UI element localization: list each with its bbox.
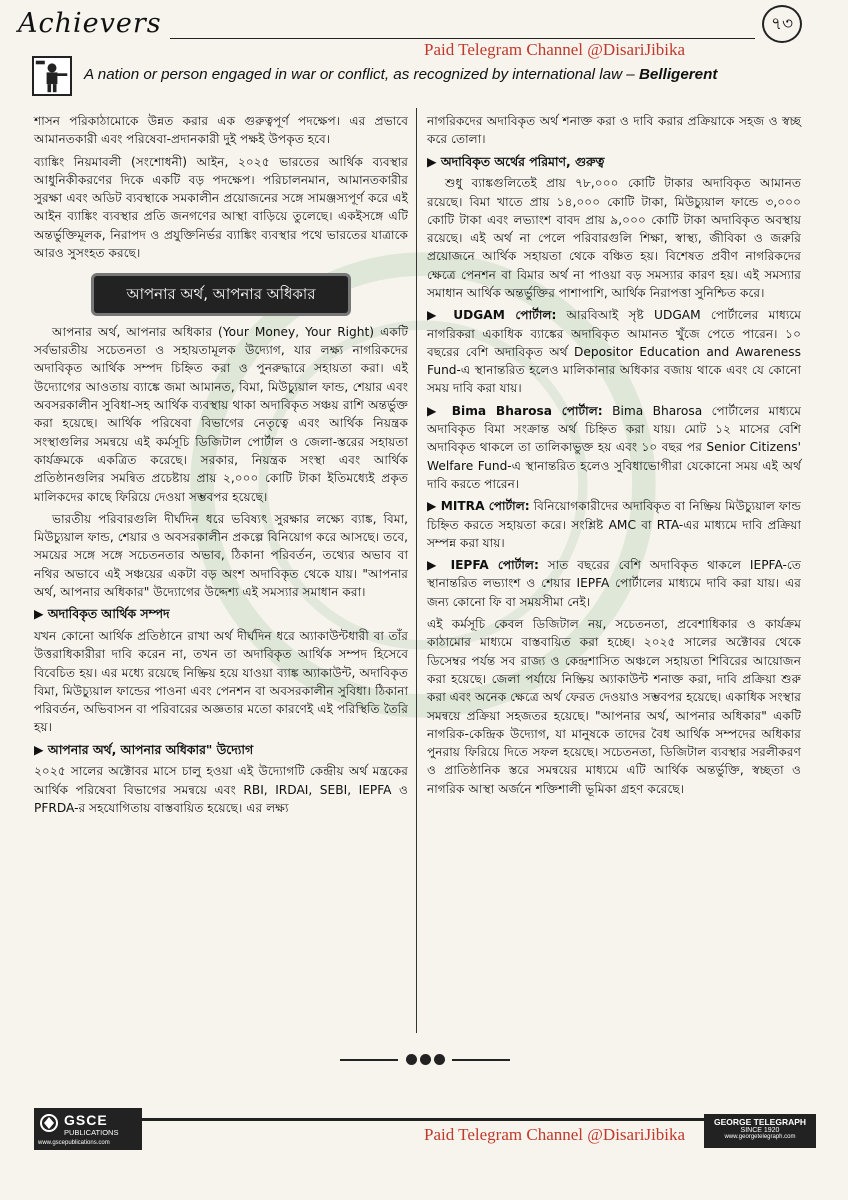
left-column [34, 112, 408, 821]
vocab-answer: Belligerent [638, 66, 718, 83]
portal-bima [427, 402, 801, 493]
gsce-url: www.gscepublications.com [38, 1140, 110, 1146]
paragraph: ভারতীয় পরিবারগুলি দীর্ঘদিন ধরে ভবিষ্যৎ সুরক্ষার লক্ষ্যে ব্যাঙ্ক, বিমা, মিউচ্যুয়াল ফান্ড, শেয়ার ও অবসরকালীন প্রকল্পে বিনিয়োগ করে আসছে। তবে, সময়ের সঙ্গে সঙ্গে সচেতনতার অভাব, ঠিকানা পরিবর্তন, তথ্যের অভাব বা নথির অভাবে এই সঞ্চয়ের একটা বড় অংশ অদাবিকৃত থেকে যায়। "আপনার অর্থ, আপনার অধিকার" উদ্যোগের উদ্দেশ্য এই সমস্যার সমাধান করা। [34, 511, 408, 600]
header-rule [170, 38, 755, 39]
paragraph: ২০২৫ সালের অক্টোবর মাসে চালু হওয়া এই উদ্যোগটি কেন্দ্রীয় অর্থ মন্ত্রকের আর্থিক পরিষেবা বিভাগের সমন্বয়ে এবং RBI, IRDAI, SEBI, IEPFA ও PFRDA-র সহযোগিতায় বাস্তবায়িত হয়েছে। এর লক্ষ্য [34, 764, 408, 815]
portal-label: ▶ MITRA পোর্টাল: [427, 499, 530, 514]
portal-text: সাত বছরের বেশি অদাবিকৃত থাকলে IEPFA-তে স্থানান্তরিত লভ্যাংশ ও শেয়ার IEPFA পোর্টালের মাধ্যমে দাবি করা যায়। এর জন্য কোনো ফি বা সময়সীমা নেই। [427, 558, 801, 609]
vocab-definition [84, 66, 717, 83]
paragraph: শুধু ব্যাঙ্কগুলিতেই প্রায় ৭৮,০০০ কোটি টাকার অদাবিকৃত আমানত রয়েছে। বিমা খাতে প্রায় ১৪,০০০ কোটি টাকা, মিউচ্যুয়াল ফান্ডে ৩,০০০ কোটি টাকা এবং লভ্যাংশ বাবদ প্রায় ৯,০০০ কোটি টাকা অদাবিকৃত অবস্থায় রয়েছে। এই অর্থ না পেলে পরিবারগুলি শিক্ষা, স্বাস্থ্য, জীবিকা ও জরুরি প্রয়োজনে আর্থিক সহায়তা থেকে বঞ্চিত হয়। বিশেষত প্রবীণ নাগরিকদের ক্ষেত্রে পেনশন বা বিমার অর্থ না পাওয়া বড় সমস্যার কারণ হয়। এই সমস্যার সমাধান আর্থিক অন্তর্ভুক্তির পাশাপাশি, আর্থিক নিরাপত্তা সুনিশ্চিত করে। [427, 176, 801, 300]
paragraph: শাসন পরিকাঠামোকে উন্নত করার এক গুরুত্বপূর্ণ পদক্ষেপ। এর প্রভাবে আমানতকারী এবং পরিষেবা-প্রদানকারী দুই পক্ষই উপকৃত হবে। [34, 114, 408, 147]
paragraph: যখন কোনো আর্থিক প্রতিষ্ঠানে রাখা অর্থ দীর্ঘদিন ধরে অ্যাকাউন্টধারী বা তাঁর উত্তরাধিকারীরা দাবি করেন না, তখন তা অদাবিকৃত আর্থিক সম্পদ হিসেবে বিবেচিত হয়। এর মধ্যে রয়েছে নিষ্ক্রিয় হয়ে যাওয়া ব্যাঙ্ক অ্যাকাউন্ট, অদাবিকৃত বিমা, মিউচ্যুয়াল ফান্ডের পাওনা এবং পেনশন বা অবসরকালীন সুবিধা। ঠিকানা পরিবর্তন, অভিবাসন বা পরিবারের অজ্ঞতার মতো কারণেই এই পরিস্থিতি তৈরি হয়। [34, 628, 408, 735]
paragraph: এই কর্মসূচি কেবল ডিজিটাল নয়, সচেতনতা, প্রবেশাধিকার ও কার্যক্রম কাঠামোর মাধ্যমে বাস্তবায়িত করা হচ্ছে। ২০২৫ সালের অক্টোবর থেকে ডিসেম্বর পর্যন্ত সব রাজ্য ও কেন্দ্রশাসিত অঞ্চলে সহায়তা শিবিরের আয়োজন করা হয়েছে। জেলা পর্যায়ে নিষ্ক্রিয় অ্যাকাউন্ট শনাক্ত করা, দাবি প্রক্রিয়া শুরু করা এবং অনেক ক্ষেত্রে অর্থ ফেরত দেওয়াও সম্ভবপর হয়েছে। একাধিক সংস্থার সমন্বয়ে প্রক্রিয়া সহজতর হয়েছে। "আপনার অর্থ, আপনার অধিকার" একটি নাগরিক-কেন্দ্রিক উদ্যোগ, যা মানুষকে তাদের বৈধ আর্থিক সম্পদের অধিকার পুনরায় ফিরিয়ে দিতে সফল হয়েছে। সচেতনতা, ডিজিটাল ব্যবস্থার সরলীকরণ ও প্রাতিষ্ঠানিক স্তরে সমন্বয়ের মাধ্যমে এটি আর্থিক অন্তর্ভুক্তি, স্বচ্ছতা ও নাগরিক আস্থা অর্জনে শক্তিশালী ভূমিকা গ্রহণ করেছে। [427, 617, 801, 796]
subheading: ▶ অদাবিকৃত অর্থের পরিমাণ, গুরুত্ব [427, 153, 605, 169]
portal-text: Bima Bharosa পোর্টালের মাধ্যমে অদাবিকৃত বিমা সংক্রান্ত অর্থ চিহ্নিত করা যায়। মোট ১২ মাসের বেশি অদাবিকৃত থাকলে তা তালিকাভুক্ত হয় এবং ১০ বছর পর Senior Citizens' Welfare Fund-এ স্থানান্তরিত হলেও সুবিধাভোগীরা যেকোনো সময় এই অর্থ দাবি করতে পারেন। [427, 403, 801, 491]
section-banner: আপনার অর্থ, আপনার অধিকার [94, 276, 348, 313]
ornament-dot [420, 1054, 431, 1065]
column-divider [416, 108, 417, 1033]
george-telegraph-logo [704, 1114, 816, 1148]
gsce-name: GSCE [64, 1112, 108, 1128]
portal-iepfa [427, 556, 801, 611]
ornament-dot [434, 1054, 445, 1065]
paragraph: ব্যাঙ্কিং নিয়মাবলী (সংশোধনী) আইন, ২০২৫ ভারতের আর্থিক ব্যবস্থার আধুনিকীকরণের দিকে একটি বড় পদক্ষেপ। পরিচালনমান, আমানতকারীর সুরক্ষা এবং অডিট ব্যবস্থাকে সমকালীন প্রয়োজনের সঙ্গে সামঞ্জস্যপূর্ণ করে এই আইন ব্যাঙ্কিং ব্যবস্থার প্রতি জনগণের আস্থা বাড়িয়ে তুলেছে। একইসঙ্গে এটি অন্তর্ভুক্তিমূলক, নিরাপদ ও প্রযুক্তিনির্ভর ব্যাঙ্কিং ব্যবস্থার পথে ভারতের যাত্রাকে আরও সুসংহত করছে। [34, 154, 408, 261]
promo-text-bottom: Paid Telegram Channel @DisariJibika [424, 1125, 686, 1144]
promo-text-top: Paid Telegram Channel @DisariJibika [424, 40, 686, 59]
definition-text: A nation or person engaged in war or conflict, as recognized by international law – [84, 66, 635, 83]
gt-name: GEORGE TELEGRAPH [713, 1117, 807, 1127]
gsce-logo [34, 1108, 142, 1150]
ornament-line [452, 1059, 510, 1061]
portal-udgam [427, 306, 801, 397]
portal-label: ▶ UDGAM পোর্টাল: [427, 308, 557, 323]
footer-rule [34, 1118, 814, 1121]
paragraph: আপনার অর্থ, আপনার অধিকার (Your Money, Your Right) একটি সর্বভারতীয় সচেতনতা ও সহায়তামূলক উদ্যোগ, যার লক্ষ্য নাগরিকদের অদাবিকৃত আর্থিক সম্পদ চিহ্নিত করা ও পুনরুদ্ধারে সহায়তা করা। এই উদ্যোগের আওতায় ব্যাঙ্কে জমা আমানত, বিমা, মিউচ্যুয়াল ফান্ড, শেয়ার এবং অবসরকালীন সুবিধা-সহ আর্থিক ব্যবস্থায় থাকা অদাবিকৃত সঞ্চয় রাশি অন্তর্ভুক্ত করা হয়েছে। আর্থিক পরিষেবা বিভাগের নেতৃত্বে এবং আর্থিক নিয়ন্ত্রক সংস্থাগুলির সমন্বয়ে এই কর্মসূচি ডিজিটাল পোর্টাল ও জেলা-স্তরের সহায়তা কার্যক্রমকে একত্রিত করেছে। সরকার, নিয়ন্ত্রক সংস্থা এবং আর্থিক প্রতিষ্ঠানগুলির সমন্বিত প্রচেষ্টায় প্রায় ২,০০০ কোটি টাকা ইতিমধ্যেই প্রকৃত মালিকদের কাছে ফিরিয়ে দেওয়া সম্ভবপর হয়েছে। [34, 324, 408, 504]
portal-label: ▶ IEPFA পোর্টাল: [427, 558, 539, 573]
vocab-strip [18, 56, 820, 98]
end-ornament [340, 1052, 510, 1068]
page-number: ৭৩ [762, 5, 802, 43]
gsce-sub: PUBLICATIONS [64, 1128, 119, 1137]
portal-text: বিনিয়োগকারীদের অদাবিকৃত বা নিষ্ক্রিয় মিউচ্যুয়াল ফান্ড চিহ্নিত করতে সহায়তা করে। সংশ্লিষ্ট AMC বা RTA-এর মাধ্যমে দাবি প্রক্রিয়া সম্পন্ন করা যায়। [427, 499, 801, 550]
gsce-mark-icon [39, 1113, 59, 1133]
magazine-brand: Achievers [18, 8, 162, 39]
paragraph: নাগরিকদের অদাবিকৃত অর্থ শনাক্ত করা ও দাবি করার প্রক্রিয়াকে সহজ ও স্বচ্ছ করে তোলা। [427, 114, 801, 147]
right-column [427, 112, 801, 802]
ornament-dot [406, 1054, 417, 1065]
portal-label: ▶ Bima Bharosa পোর্টাল: [427, 403, 603, 418]
ornament-line [340, 1059, 398, 1061]
subheading: ▶ অদাবিকৃত আর্থিক সম্পদ [34, 606, 170, 622]
soldier-icon [32, 56, 72, 96]
gt-since: SINCE 1920 [740, 1127, 780, 1134]
portal-text: আরবিআই সৃষ্ট UDGAM পোর্টালের মাধ্যমে নাগরিকরা একাধিক ব্যাঙ্কের অদাবিকৃত আমানত খুঁজে পেতে পারেন। ১০ বছরের বেশি অদাবিকৃত অর্থ Depositor Education and Awareness Fund-এ স্থানান্তরিত হলেও মালিকানার অধিকার বজায় থাকে এবং যে কোনো সময় দাবি করা যায়। [427, 308, 802, 396]
subheading: ▶ আপনার অর্থ, আপনার অধিকার" উদ্যোগ [34, 741, 254, 757]
portal-mitra [427, 497, 801, 552]
gt-url: www.georgetelegraph.com [724, 1134, 796, 1140]
